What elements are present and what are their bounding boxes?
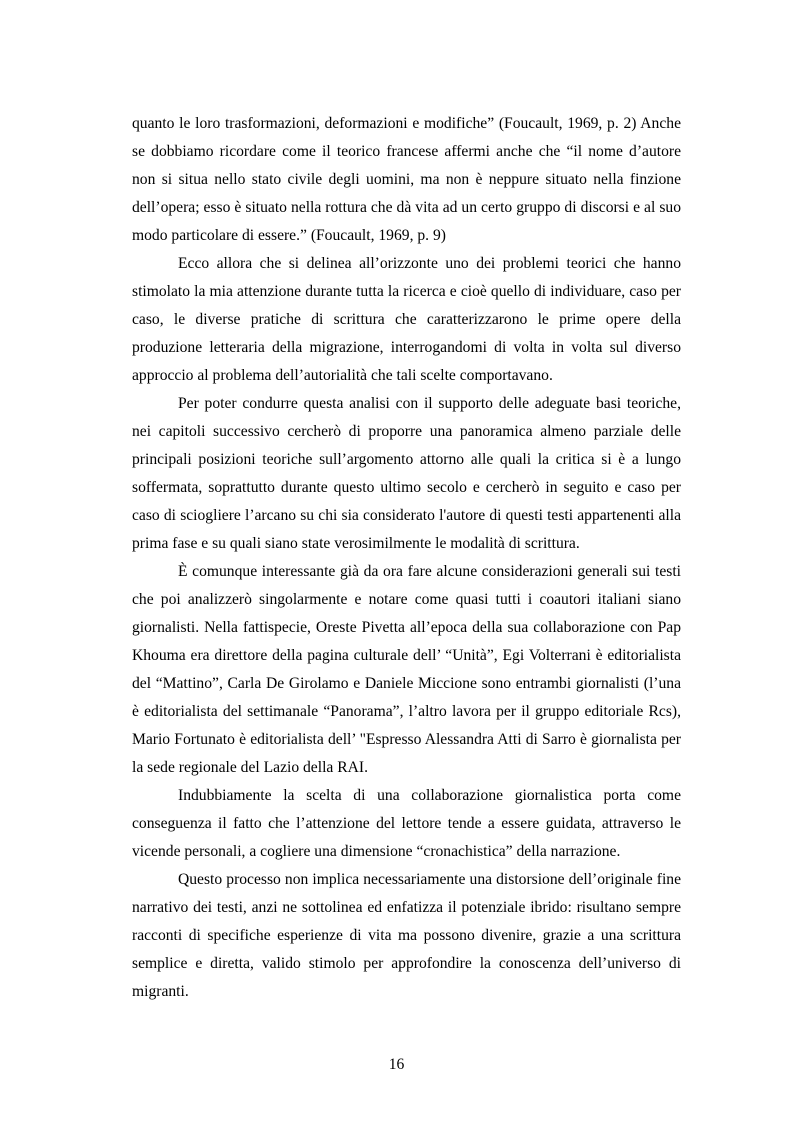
paragraph-2: Ecco allora che si delinea all’orizzonte uno dei problemi teorici che hanno stimolato la mia attenzione durante tutta la ricerca e cioè quello di individuare, caso per caso, le diverse pratiche di scrittura che caratterizzarono le prime opere della produzione letteraria della migrazione, interrogandomi di volta in volta sul diverso approccio al problema dell’autorialità che tali scelte comportavano. bbox=[132, 255, 681, 384]
paragraph-4: È comunque interessante già da ora fare alcune considerazioni generali sui testi che poi analizzerò singolarmente e notare come quasi tutti i coautori italiani siano giornalisti. Nella fattispecie, Oreste Pivetta all’epoca della sua collaborazione con Pap Khouma era direttore della pagina culturale dell’ “Unità”, Egi Volterrani è editorialista del “Mattino”, Carla De Girolamo e Daniele Miccione sono entrambi giornalisti (l’una è editorialista del settimanale “Panorama”, l’altro lavora per il gruppo editoriale Rcs), Mario Fortunato è editorialista dell’ "Espresso Alessandra Atti di Sarro è giornalista per la sede regionale del Lazio della RAI. bbox=[132, 563, 681, 776]
paragraph-1: quanto le loro trasformazioni, deformazioni e modifiche” (Foucault, 1969, p. 2) Anche se dobbiamo ricordare come il teorico francese affermi anche che “il nome d’autore non si situa nello stato civile degli uomini, ma non è neppure situato nella finzione dell’opera; esso è situato nella rottura che dà vita ad un certo gruppo di discorsi e al suo modo particolare di essere.” (Foucault, 1969, p. 9) bbox=[132, 115, 681, 244]
paragraph-5: Indubbiamente la scelta di una collaborazione giornalistica porta come conseguenza il fatto che l’attenzione del lettore tende a essere guidata, attraverso le vicende personali, a cogliere una dimensione “cronachistica” della narrazione. bbox=[132, 787, 681, 860]
paragraph-6: Questo processo non implica necessariamente una distorsione dell’originale fine narrativo dei testi, anzi ne sottolinea ed enfatizza il potenziale ibrido: risultano sempre racconti di specifiche esperienze di vita ma possono divenire, grazie a una scrittura semplice e diretta, valido stimolo per approfondire la conoscenza dell’universo di migranti. bbox=[132, 871, 681, 1000]
page-number: 16 bbox=[388, 1056, 405, 1073]
paragraph-3: Per poter condurre questa analisi con il supporto delle adeguate basi teoriche, nei capitoli successivo cercherò di proporre una panoramica almeno parziale delle principali posizioni teoriche sull’argomento attorno alle quali la critica si è a lungo soffermata, soprattutto durante questo ultimo secolo e cercherò in seguito e caso per caso di sciogliere l’arcano su chi sia considerato l'autore di questi testi appartenenti alla prima fase e su quali siano state verosimilmente le modalità di scrittura. bbox=[132, 395, 681, 552]
body-text bbox=[132, 110, 681, 1006]
